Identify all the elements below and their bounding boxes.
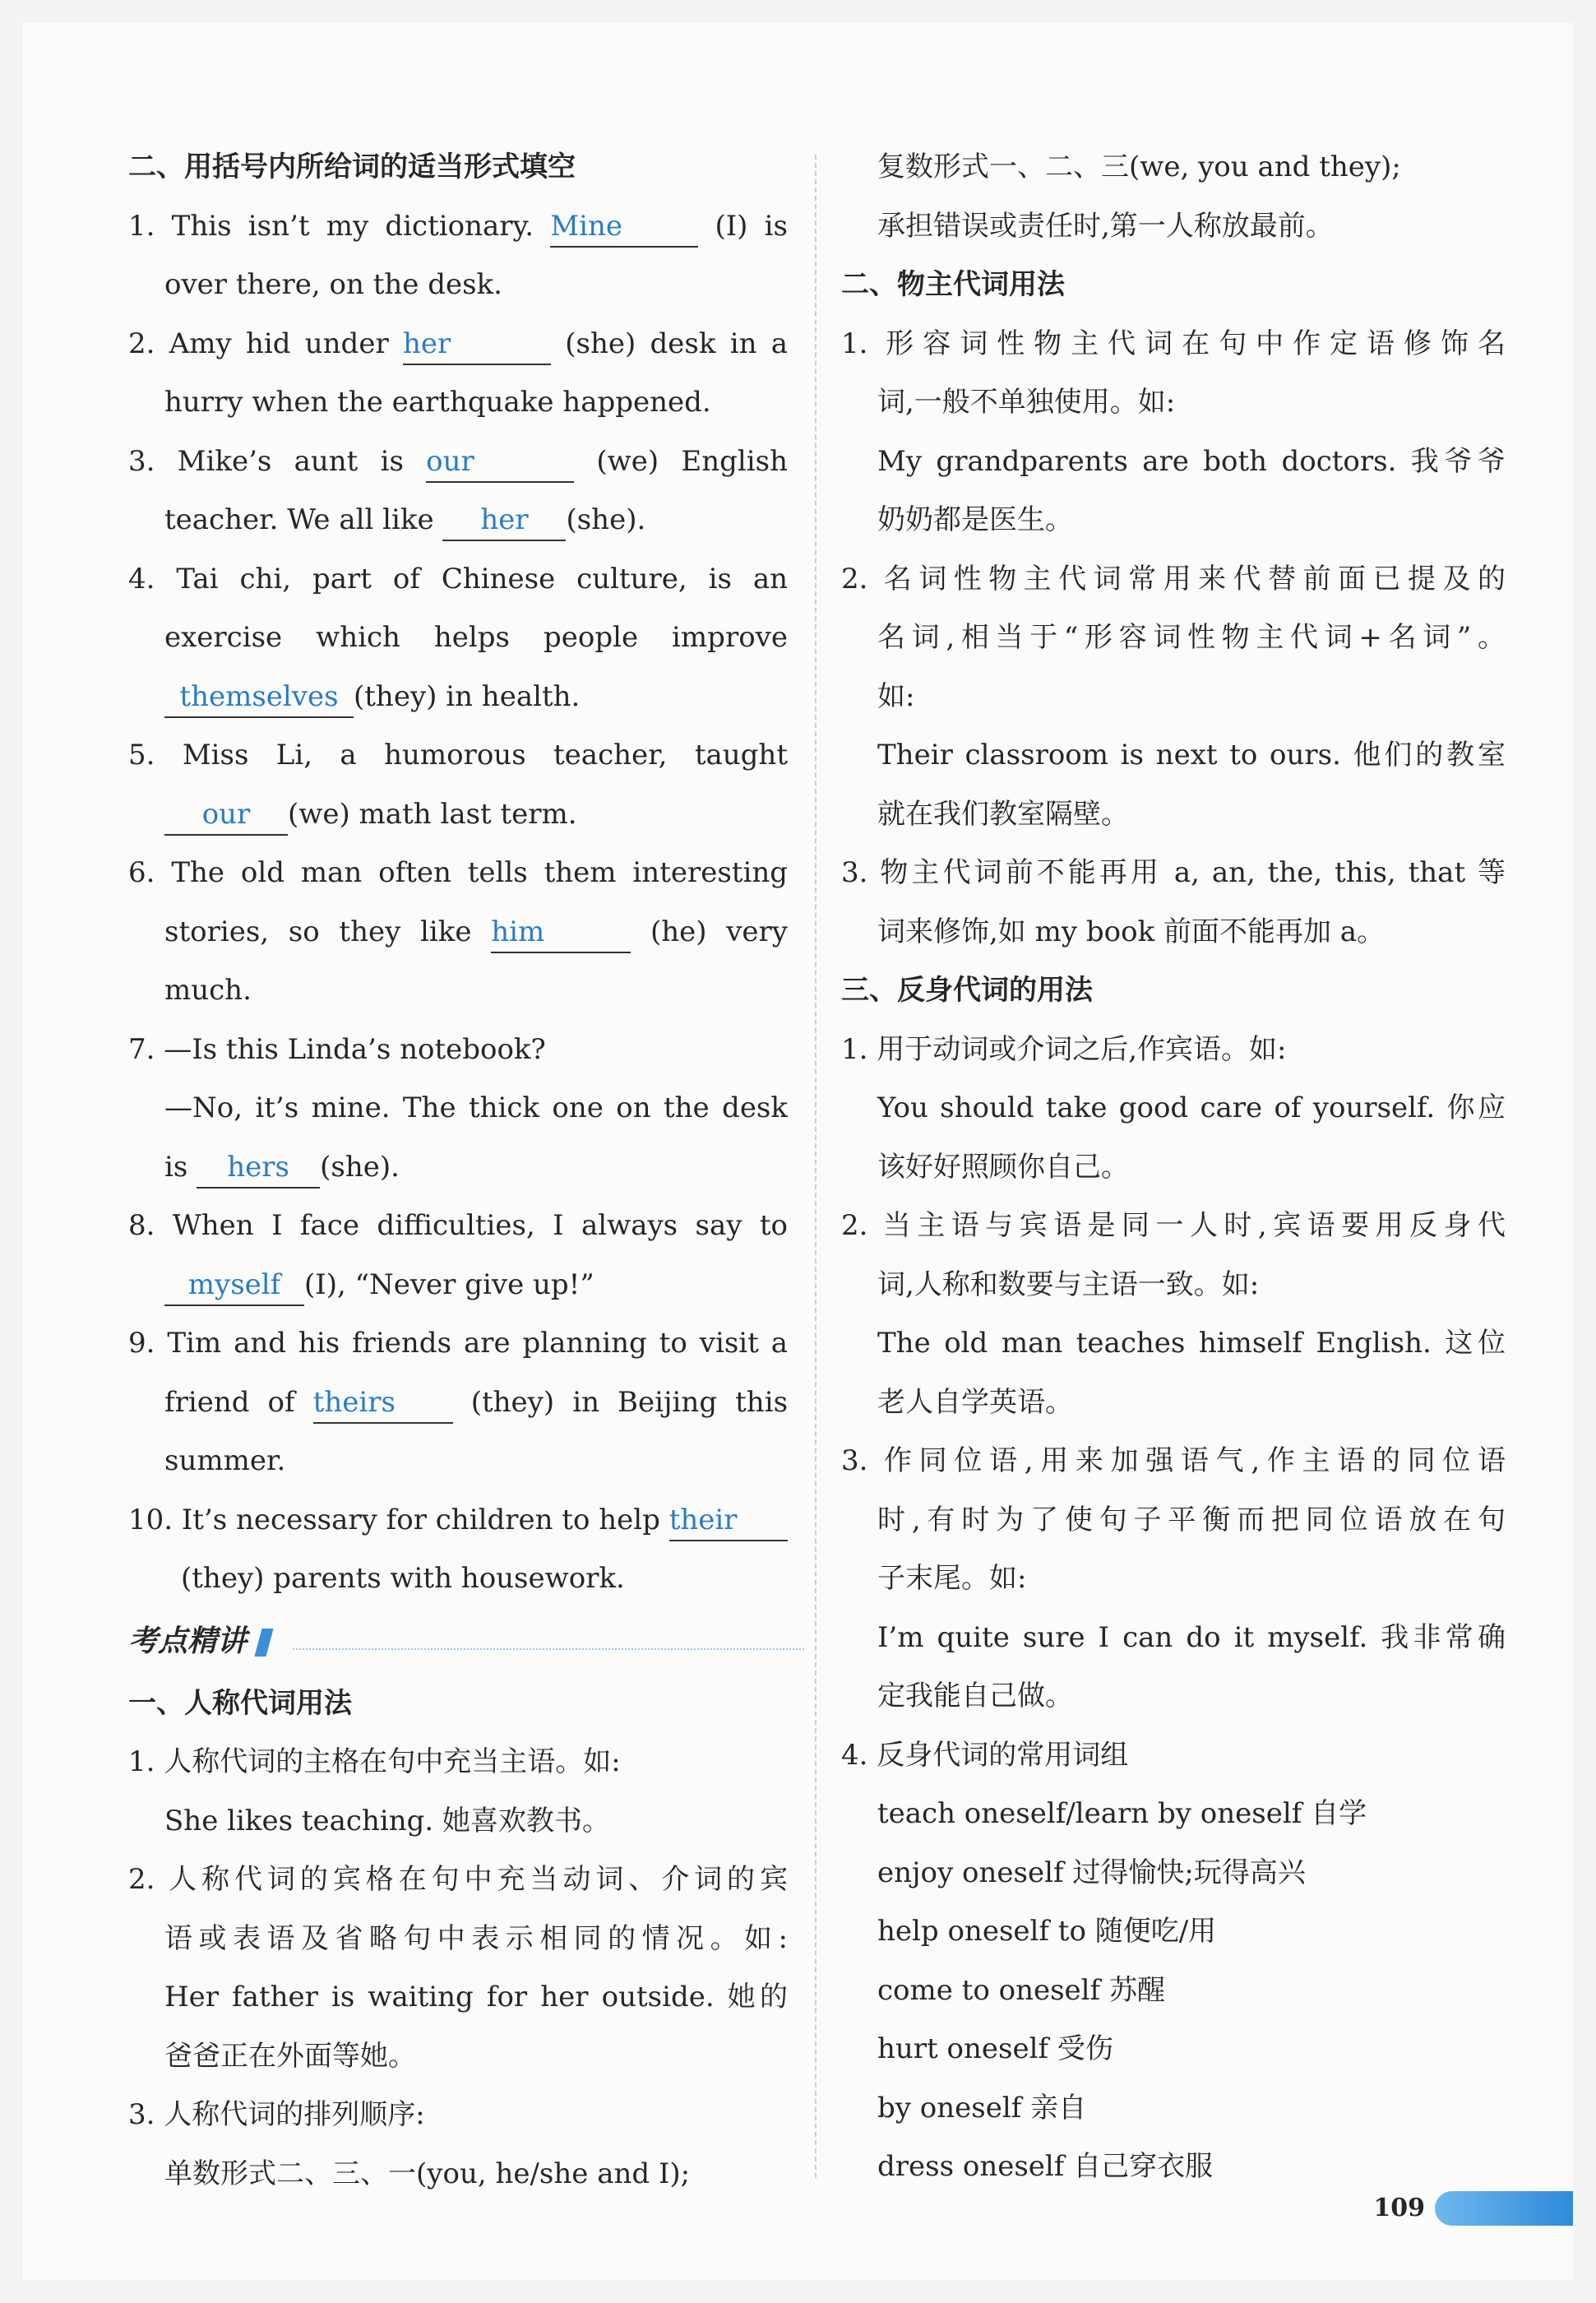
answer-blank: her [403, 324, 551, 365]
example-line: 老人自学英语。 [877, 1385, 1073, 1419]
question-7-line-1: 7. —Is this Linda’s notebook? [128, 1032, 546, 1066]
column-divider [815, 155, 817, 2178]
question-5-line-1: 5. Miss Li, a humorous teacher, taught [128, 739, 788, 772]
question-6-line-1: 6. The old man often tells them interesting [128, 856, 788, 889]
phrase-line: come to oneself 苏醒 [877, 1973, 1165, 2007]
text-line: 1. 人称代词的主格在句中充当主语。如: [128, 1745, 621, 1778]
section-title: 二、用括号内所给词的适当形式填空 [128, 151, 576, 183]
answer-blank: themselves [164, 677, 354, 718]
example-line: Her father is waiting for her outside. 她的 [164, 1981, 788, 2013]
question-2-line-2: hurry when the earthquake happened. [164, 386, 711, 419]
page-number: 109 [1373, 2194, 1425, 2222]
text-line: 1. 用于动词或介词之后,作宾语。如: [841, 1032, 1287, 1066]
heading-accent-mark [254, 1629, 273, 1657]
answer-blank: Mine [550, 206, 698, 248]
text-line: 如: [877, 679, 915, 713]
question-2-line-1: 2. Amy hid under her (she) desk in a [128, 315, 788, 374]
section-title: 一、人称代词用法 [128, 1686, 352, 1720]
question-6-line-3: much. [164, 974, 252, 1007]
question-4-line-3: themselves (they) in health. [128, 668, 788, 727]
text-line: 名词,相当于“形容词性物主代词+名词”。 [877, 621, 1506, 654]
question-7-line-3: is hers (she). [128, 1138, 788, 1198]
text-line: 1. 形容词性物主代词在句中作定语修饰名 [841, 327, 1506, 360]
example-line: 定我能自己做。 [877, 1680, 1073, 1712]
text-line: 承担错误或责任时,第一人称放最前。 [877, 209, 1334, 243]
left-column [128, 138, 788, 2203]
question-6-line-2: stories, so they like him (he) very [128, 903, 788, 962]
text-line: 时,有时为了使句子平衡而把同位语放在句 [877, 1503, 1506, 1536]
text-line: 复数形式一、二、三(we, you and they); [877, 151, 1401, 183]
section-title: 二、物主代词用法 [841, 268, 1065, 301]
phrase-line: enjoy oneself 过得愉快;玩得高兴 [877, 1856, 1306, 1889]
question-1-line-2: over there, on the desk. [164, 268, 502, 301]
text-line: 2. 当主语与宾语是同一人时,宾语要用反身代 [841, 1209, 1506, 1242]
text-line: 单数形式二、三、一(you, he/she and I); [164, 2157, 691, 2190]
answer-blank: hers [197, 1147, 320, 1189]
text-line: 2. 人称代词的宾格在句中充当动词、介词的宾 [128, 1863, 788, 1896]
question-8-line-2: myself (I), “Never give up!” [128, 1256, 788, 1315]
question-8-line-1: 8. When I face difficulties, I always say to [128, 1209, 788, 1242]
page-tab-bar [1435, 2191, 1573, 2226]
example-line: You should take good care of yourself. 你应 [877, 1091, 1506, 1124]
dotted-rule [293, 1648, 804, 1650]
example-line: I’m quite sure I can do it myself. 我非常确 [877, 1620, 1506, 1654]
phrase-line: help oneself to 随便吃/用 [877, 1915, 1217, 1948]
answer-blank: myself [164, 1265, 304, 1306]
text-line: 子末尾。如: [877, 1562, 1027, 1595]
answer-blank: him [491, 912, 631, 953]
answer-blank: their [669, 1500, 788, 1541]
phrase-line: dress oneself 自己穿衣服 [877, 2150, 1214, 2183]
example-line: 奶奶都是医生。 [877, 503, 1073, 536]
example-line: She likes teaching. 她喜欢教书。 [164, 1804, 610, 1837]
example-line: 就在我们教室隔壁。 [877, 797, 1129, 831]
page-number-tab [1359, 2185, 1573, 2232]
answer-blank: our [426, 442, 574, 483]
answer-blank: theirs [313, 1383, 453, 1424]
example-line: The old man teaches himself English. 这位 [877, 1327, 1506, 1360]
example-line: 爸爸正在外面等她。 [164, 2039, 416, 2073]
text-line: 词来修饰,如 my book 前面不能再加 a。 [877, 915, 1386, 948]
text-line: 3. 作同位语,用来加强语气,作主语的同位语 [841, 1444, 1506, 1477]
question-5-line-2: our (we) math last term. [128, 785, 788, 845]
phrase-line: by oneself 亲自 [877, 2091, 1087, 2125]
answer-blank: our [164, 795, 288, 836]
question-4-line-1: 4. Tai chi, part of Chinese culture, is an [128, 562, 788, 595]
text-line: 词,人称和数要与主语一致。如: [877, 1267, 1260, 1301]
question-1-line-1: 1. This isn’t my dictionary. Mine (I) is [128, 197, 788, 257]
text-line: 2. 名词性物主代词常用来代替前面已提及的 [841, 562, 1506, 595]
phrase-line: teach oneself/learn by oneself 自学 [877, 1797, 1367, 1830]
kaodian-heading: 考点精讲 [128, 1609, 788, 1675]
answer-blank: her [442, 500, 566, 541]
right-column [841, 138, 1506, 2197]
question-7-line-2: —No, it’s mine. The thick one on the desk [164, 1091, 788, 1124]
example-line: Their classroom is next to ours. 他们的教室 [877, 739, 1506, 772]
question-4-line-2: exercise which helps people improve [164, 621, 788, 654]
text-line: 4. 反身代词的常用词组 [841, 1738, 1129, 1772]
question-3-line-1: 3. Mike’s aunt is our (we) English [128, 433, 788, 492]
text-line: 词,一般不单独使用。如: [877, 386, 1176, 419]
question-9-line-1: 9. Tim and his friends are planning to visit a [128, 1327, 788, 1360]
text-line: 3. 人称代词的排列顺序: [128, 2098, 425, 2131]
example-line: My grandparents are both doctors. 我爷爷 [877, 444, 1506, 478]
question-9-line-3: summer. [164, 1444, 286, 1477]
text-line: 语或表语及省略句中表示相同的情况。如: [164, 1921, 788, 1955]
question-10-line-1: 10. It’s necessary for children to help their [128, 1491, 788, 1550]
text-line: 3. 物主代词前不能再用 a, an, the, this, that 等 [841, 856, 1506, 889]
phrase-line: hurt oneself 受伤 [877, 2032, 1113, 2065]
question-10-line-2: (they) parents with housework. [181, 1562, 625, 1595]
example-line: 该好好照顾你自己。 [877, 1150, 1129, 1184]
question-3-line-2: teacher. We all like her (she). [128, 491, 788, 550]
page [23, 23, 1573, 2280]
section-title: 三、反身代词的用法 [841, 974, 1093, 1007]
question-9-line-2: friend of theirs (they) in Beijing this [128, 1374, 788, 1433]
